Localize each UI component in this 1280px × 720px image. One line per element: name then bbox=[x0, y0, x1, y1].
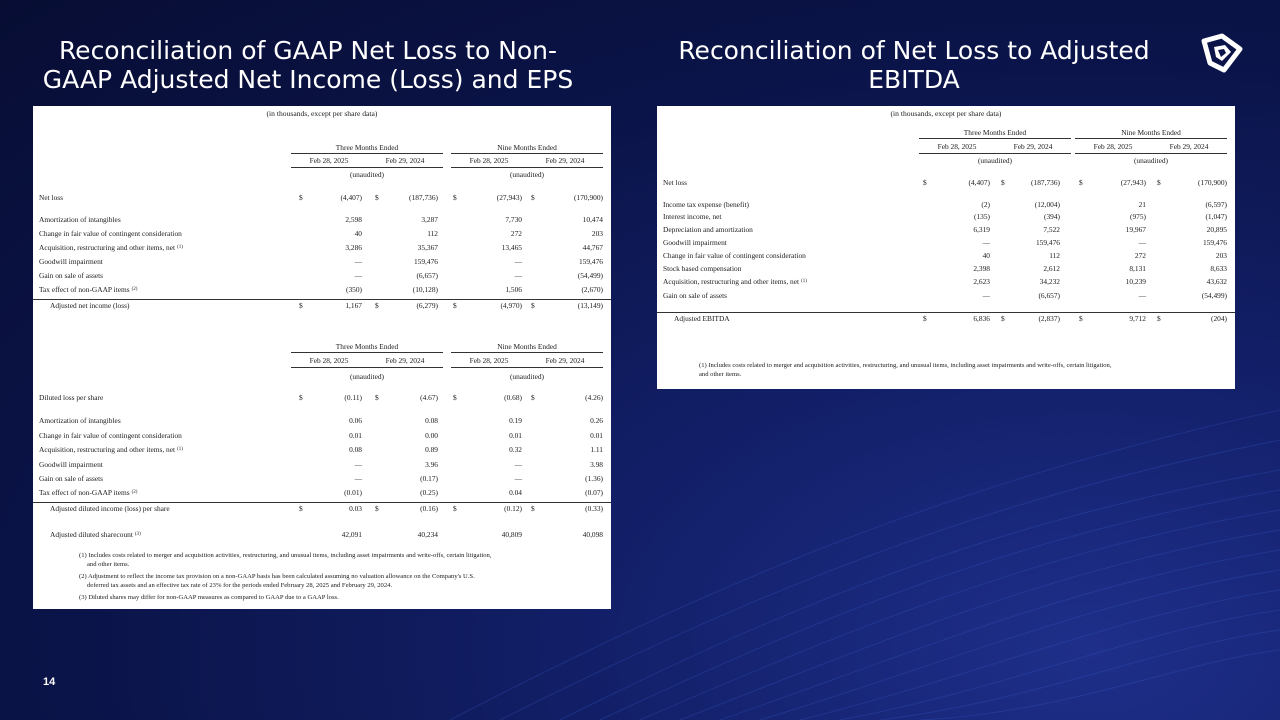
cell-value: (0.07) bbox=[585, 488, 603, 497]
cell-value: 2,598 bbox=[345, 215, 362, 224]
cell-value: 40,809 bbox=[501, 530, 522, 539]
cell-value: 112 bbox=[1049, 251, 1060, 260]
currency-symbol: $ bbox=[1079, 178, 1083, 187]
slide-title-right: Reconciliation of Net Loss to Adjusted EBITDA bbox=[678, 36, 1150, 94]
cell-value: (1.36) bbox=[585, 474, 603, 483]
currency-symbol: $ bbox=[1079, 314, 1083, 323]
footnote: and other items. bbox=[699, 371, 742, 378]
cell-value: 2,623 bbox=[973, 277, 990, 286]
cell-value: 2,398 bbox=[973, 264, 990, 273]
cell-value: (2,837) bbox=[1038, 314, 1060, 323]
period-header: Feb 28, 2025 bbox=[469, 356, 509, 365]
currency-symbol: $ bbox=[923, 178, 927, 187]
row-label: Tax effect of non-GAAP items $^{(2)}$ bbox=[39, 488, 138, 497]
cell-value: 20,895 bbox=[1206, 225, 1227, 234]
cell-value: 159,476 bbox=[578, 257, 603, 266]
cell-value: — bbox=[514, 474, 522, 483]
company-logo-icon bbox=[1198, 33, 1244, 73]
cell-value: (170,900) bbox=[1198, 178, 1227, 187]
cell-value: — bbox=[354, 474, 362, 483]
row-label: Tax effect of non-GAAP items $^{(2)}$ bbox=[39, 285, 138, 294]
currency-symbol: $ bbox=[299, 393, 303, 402]
table-row bbox=[657, 312, 1235, 324]
cell-value: (4.67) bbox=[420, 393, 438, 402]
currency-symbol: $ bbox=[375, 504, 379, 513]
cell-value: 112 bbox=[427, 229, 438, 238]
row-label: Gain on sale of assets bbox=[663, 291, 728, 300]
cell-value: 0.32 bbox=[509, 445, 522, 454]
row-label: Adjusted net income (loss) bbox=[50, 301, 130, 310]
cell-value: 7,730 bbox=[505, 215, 522, 224]
cell-value: — bbox=[514, 257, 522, 266]
cell-value: 44,767 bbox=[582, 243, 603, 252]
cell-value: 13,465 bbox=[501, 243, 522, 252]
cell-value: 0.00 bbox=[425, 431, 438, 440]
cell-value: — bbox=[354, 460, 362, 469]
cell-value: (204) bbox=[1210, 314, 1227, 323]
currency-symbol: $ bbox=[375, 301, 379, 310]
cell-value: 43,632 bbox=[1206, 277, 1227, 286]
cell-value: 40 bbox=[982, 251, 990, 260]
cell-value: (54,499) bbox=[1201, 291, 1227, 300]
footnote: and other items. bbox=[87, 561, 130, 568]
currency-symbol: $ bbox=[1001, 178, 1005, 187]
row-label: Adjusted EBITDA bbox=[674, 314, 730, 323]
cell-value: — bbox=[982, 238, 990, 247]
table-row bbox=[33, 415, 611, 426]
table-row bbox=[657, 211, 1235, 222]
slide-title-left: Reconciliation of GAAP Net Loss to Non-GAAP Adjusted Net Income (Loss) and EPS bbox=[42, 36, 574, 94]
period-header: Feb 28, 2025 bbox=[937, 142, 977, 151]
row-label: Stock based compensation bbox=[663, 264, 742, 273]
footnote: (3) Diluted shares may differ for non-GAAP measures as compared to GAAP due to a GAAP loss. bbox=[79, 594, 339, 601]
table-row bbox=[33, 487, 611, 498]
cell-value: 10,239 bbox=[1125, 277, 1146, 286]
row-label: Gain on sale of assets bbox=[39, 474, 104, 483]
currency-symbol: $ bbox=[531, 193, 535, 202]
cell-value: 8,131 bbox=[1129, 264, 1146, 273]
cell-value: (12,004) bbox=[1034, 200, 1060, 209]
cell-value: 203 bbox=[591, 229, 603, 238]
row-label: Net loss bbox=[663, 178, 688, 187]
currency-symbol: $ bbox=[453, 193, 457, 202]
table-row bbox=[33, 392, 611, 403]
table-row bbox=[33, 459, 611, 470]
currency-symbol: $ bbox=[375, 193, 379, 202]
cell-value: 0.04 bbox=[509, 488, 522, 497]
cell-value: 40,098 bbox=[582, 530, 603, 539]
period-header: Feb 29, 2024 bbox=[545, 356, 585, 365]
cell-value: (54,499) bbox=[577, 271, 603, 280]
cell-value: (10,128) bbox=[412, 285, 438, 294]
unaudited-label: (unaudited) bbox=[509, 170, 545, 179]
group-header-nine-months: Nine Months Ended bbox=[497, 342, 557, 351]
row-label: Adjusted diluted sharecount $^{(3)}$ bbox=[50, 530, 141, 539]
period-header: Feb 28, 2025 bbox=[1093, 142, 1133, 151]
cell-value: — bbox=[514, 460, 522, 469]
table-row bbox=[657, 276, 1235, 287]
period-header: Feb 29, 2024 bbox=[545, 156, 585, 165]
cell-value: (0.68) bbox=[504, 393, 522, 402]
cell-value: — bbox=[354, 257, 362, 266]
table-caption: (in thousands, except per share data) bbox=[890, 109, 1002, 118]
table-row bbox=[33, 502, 611, 514]
row-label: Change in fair value of contingent consideration bbox=[39, 229, 182, 238]
cell-value: 21 bbox=[1138, 200, 1146, 209]
table-row bbox=[657, 263, 1235, 274]
cell-value: 1,167 bbox=[345, 301, 362, 310]
footnote-marker: (1) bbox=[177, 447, 183, 452]
row-label: Acquisition, restructuring and other items, net $^{(1)}$ bbox=[663, 277, 807, 286]
footnote-marker: (2) bbox=[131, 490, 138, 495]
footnote-marker: (1) bbox=[801, 279, 807, 284]
cell-value: (0.16) bbox=[420, 504, 438, 513]
currency-symbol: $ bbox=[299, 301, 303, 310]
cell-value: (975) bbox=[1129, 212, 1146, 221]
cell-value: 7,522 bbox=[1043, 225, 1060, 234]
row-label: Change in fair value of contingent consideration bbox=[663, 251, 806, 260]
cell-value: 40,234 bbox=[417, 530, 438, 539]
cell-value: (1,047) bbox=[1205, 212, 1227, 221]
currency-symbol: $ bbox=[453, 504, 457, 513]
cell-value: (350) bbox=[345, 285, 362, 294]
group-header-nine-months: Nine Months Ended bbox=[1121, 128, 1181, 137]
cell-value: 272 bbox=[1134, 251, 1146, 260]
row-label: Gain on sale of assets bbox=[39, 271, 104, 280]
adjusted-ebitda-panel bbox=[657, 106, 1235, 389]
cell-value: 2,612 bbox=[1043, 264, 1060, 273]
cell-value: 3.98 bbox=[590, 460, 603, 469]
cell-value: 35,367 bbox=[417, 243, 438, 252]
currency-symbol: $ bbox=[1001, 314, 1005, 323]
cell-value: (4,407) bbox=[968, 178, 990, 187]
cell-value: 0.01 bbox=[349, 431, 362, 440]
currency-symbol: $ bbox=[531, 504, 535, 513]
row-label: Diluted loss per share bbox=[39, 393, 104, 402]
cell-value: 0.08 bbox=[349, 445, 362, 454]
cell-value: — bbox=[1138, 238, 1146, 247]
footnote: (1) Includes costs related to merger and acquisition activities, restructuring, and unusual items, including asset impairments and write-offs, certain litigation, bbox=[699, 362, 1112, 369]
cell-value: 1.11 bbox=[590, 445, 603, 454]
footnote: (1) Includes costs related to merger and acquisition activities, restructuring, and unusual items, including asset impairments and write-offs, certain litigation, bbox=[79, 552, 492, 559]
table-row bbox=[33, 299, 611, 311]
row-label: Depreciation and amortization bbox=[663, 225, 753, 234]
table-row bbox=[33, 192, 611, 203]
cell-value: (4.26) bbox=[585, 393, 603, 402]
row-label: Acquisition, restructuring and other items, net $^{(1)}$ bbox=[39, 445, 183, 454]
row-label: Income tax expense (benefit) bbox=[663, 200, 749, 209]
cell-value: 9,712 bbox=[1129, 314, 1146, 323]
cell-value: 40 bbox=[354, 229, 362, 238]
table-row bbox=[657, 250, 1235, 261]
cell-value: 203 bbox=[1215, 251, 1227, 260]
row-label: Net loss bbox=[39, 193, 64, 202]
cell-value: — bbox=[354, 271, 362, 280]
table-row bbox=[657, 290, 1235, 301]
cell-value: 0.89 bbox=[425, 445, 438, 454]
cell-value: 159,476 bbox=[1035, 238, 1060, 247]
cell-value: (394) bbox=[1043, 212, 1060, 221]
footnote: deferred tax assets and an effective tax rate of 23% for the periods ended February 28, 2025 and February 29, 2024. bbox=[87, 582, 393, 589]
cell-value: 3,286 bbox=[345, 243, 362, 252]
group-header-three-months: Three Months Ended bbox=[963, 128, 1027, 137]
currency-symbol: $ bbox=[453, 301, 457, 310]
cell-value: — bbox=[514, 271, 522, 280]
table-row bbox=[33, 430, 611, 441]
cell-value: — bbox=[982, 291, 990, 300]
table-row bbox=[657, 237, 1235, 248]
table-row bbox=[33, 256, 611, 267]
table-row bbox=[657, 199, 1235, 210]
unaudited-label: (unaudited) bbox=[349, 372, 385, 381]
period-header: Feb 29, 2024 bbox=[1169, 142, 1209, 151]
cell-value: 0.26 bbox=[590, 416, 603, 425]
cell-value: (2,670) bbox=[581, 285, 603, 294]
cell-value: (135) bbox=[973, 212, 990, 221]
cell-value: (6,657) bbox=[416, 271, 438, 280]
period-header: Feb 28, 2025 bbox=[309, 356, 349, 365]
row-label: Amortization of intangibles bbox=[39, 215, 121, 224]
unaudited-label: (unaudited) bbox=[349, 170, 385, 179]
cell-value: (0.17) bbox=[420, 474, 438, 483]
row-label: Adjusted diluted income (loss) per share bbox=[50, 504, 170, 513]
cell-value: 19,967 bbox=[1125, 225, 1146, 234]
currency-symbol: $ bbox=[531, 301, 535, 310]
table-row bbox=[33, 473, 611, 484]
row-label: Goodwill impairment bbox=[39, 257, 103, 266]
cell-value: (0.33) bbox=[585, 504, 603, 513]
cell-value: (187,736) bbox=[409, 193, 438, 202]
currency-symbol: $ bbox=[453, 393, 457, 402]
table-row bbox=[33, 214, 611, 225]
footnote: (2) Adjustment to reflect the income tax provision on a non-GAAP basis has been calculated assuming no valuation allowance on the Company's U.S. bbox=[79, 573, 475, 580]
table-caption: (in thousands, except per share data) bbox=[266, 109, 378, 118]
table-row bbox=[33, 270, 611, 281]
table-row bbox=[33, 242, 611, 253]
cell-value: (27,943) bbox=[496, 193, 522, 202]
currency-symbol: $ bbox=[1157, 178, 1161, 187]
unaudited-label: (unaudited) bbox=[509, 372, 545, 381]
cell-value: (4,970) bbox=[500, 301, 522, 310]
row-label: Goodwill impairment bbox=[39, 460, 103, 469]
group-header-three-months: Three Months Ended bbox=[335, 342, 399, 351]
unaudited-label: (unaudited) bbox=[1133, 156, 1169, 165]
cell-value: (6,597) bbox=[1205, 200, 1227, 209]
cell-value: 0.01 bbox=[590, 431, 603, 440]
currency-symbol: $ bbox=[299, 504, 303, 513]
cell-value: 159,476 bbox=[1202, 238, 1227, 247]
period-header: Feb 28, 2025 bbox=[309, 156, 349, 165]
cell-value: 272 bbox=[510, 229, 522, 238]
period-header: Feb 29, 2024 bbox=[1013, 142, 1053, 151]
row-label: Amortization of intangibles bbox=[39, 416, 121, 425]
group-header-three-months: Three Months Ended bbox=[335, 143, 399, 152]
cell-value: 159,476 bbox=[413, 257, 438, 266]
page-number: 14 bbox=[43, 676, 56, 688]
cell-value: (13,149) bbox=[577, 301, 603, 310]
row-label: Change in fair value of contingent consideration bbox=[39, 431, 182, 440]
footnote-marker: (3) bbox=[134, 532, 141, 537]
cell-value: (187,736) bbox=[1031, 178, 1060, 187]
table-row bbox=[33, 228, 611, 239]
currency-symbol: $ bbox=[531, 393, 535, 402]
cell-value: 3,287 bbox=[421, 215, 438, 224]
gaap-reconciliation-panel bbox=[33, 106, 611, 609]
footnote-marker: (1) bbox=[177, 245, 183, 250]
period-header: Feb 29, 2024 bbox=[385, 156, 425, 165]
cell-value: 10,474 bbox=[582, 215, 603, 224]
cell-value: 0.08 bbox=[425, 416, 438, 425]
table-row bbox=[33, 529, 611, 540]
row-label: Acquisition, restructuring and other items, net $^{(1)}$ bbox=[39, 243, 183, 252]
cell-value: 6,836 bbox=[973, 314, 990, 323]
group-header-nine-months: Nine Months Ended bbox=[497, 143, 557, 152]
cell-value: (4,407) bbox=[340, 193, 362, 202]
cell-value: (0.11) bbox=[344, 393, 362, 402]
cell-value: (6,657) bbox=[1038, 291, 1060, 300]
cell-value: (6,279) bbox=[416, 301, 438, 310]
currency-symbol: $ bbox=[299, 193, 303, 202]
currency-symbol: $ bbox=[1157, 314, 1161, 323]
cell-value: 8,633 bbox=[1210, 264, 1227, 273]
unaudited-label: (unaudited) bbox=[977, 156, 1013, 165]
cell-value: (27,943) bbox=[1120, 178, 1146, 187]
table-row bbox=[657, 224, 1235, 235]
cell-value: — bbox=[1138, 291, 1146, 300]
period-header: Feb 28, 2025 bbox=[469, 156, 509, 165]
cell-value: 0.01 bbox=[509, 431, 522, 440]
table-row bbox=[657, 177, 1235, 188]
row-label: Interest income, net bbox=[663, 212, 722, 221]
cell-value: (170,900) bbox=[574, 193, 603, 202]
cell-value: 6,319 bbox=[973, 225, 990, 234]
row-label: Goodwill impairment bbox=[663, 238, 727, 247]
cell-value: (0.12) bbox=[504, 504, 522, 513]
cell-value: 1,506 bbox=[505, 285, 522, 294]
table-row bbox=[33, 284, 611, 295]
cell-value: (0.01) bbox=[344, 488, 362, 497]
cell-value: (2) bbox=[981, 200, 990, 209]
cell-value: 34,232 bbox=[1039, 277, 1060, 286]
period-header: Feb 29, 2024 bbox=[385, 356, 425, 365]
cell-value: 0.06 bbox=[349, 416, 362, 425]
cell-value: 3.96 bbox=[425, 460, 438, 469]
footnote-marker: (2) bbox=[131, 287, 138, 292]
table-row bbox=[33, 444, 611, 455]
cell-value: 0.03 bbox=[349, 504, 362, 513]
cell-value: 42,091 bbox=[341, 530, 362, 539]
cell-value: (0.25) bbox=[420, 488, 438, 497]
currency-symbol: $ bbox=[375, 393, 379, 402]
cell-value: 0.19 bbox=[509, 416, 522, 425]
currency-symbol: $ bbox=[923, 314, 927, 323]
